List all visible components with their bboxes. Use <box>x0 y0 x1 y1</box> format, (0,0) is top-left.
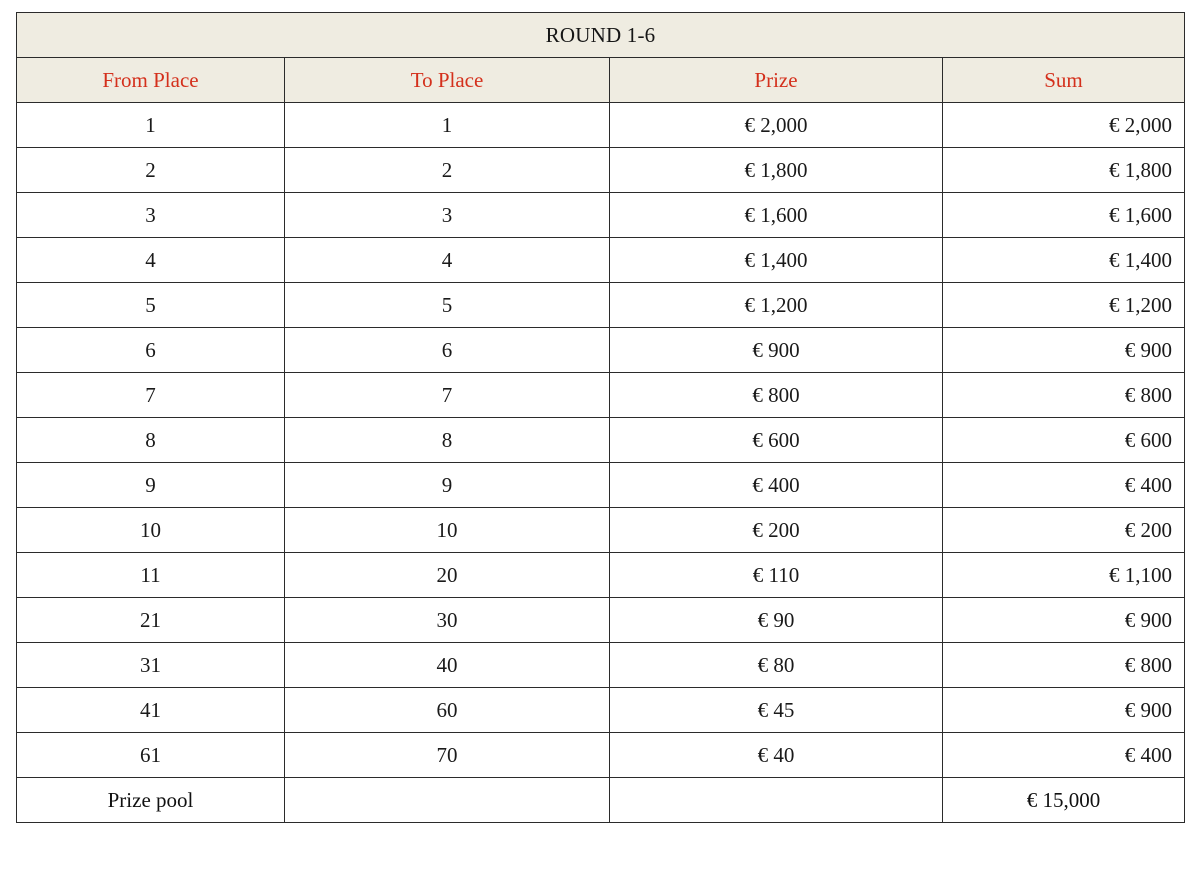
table-row <box>17 103 1185 148</box>
cell-from-place: 3 <box>17 193 285 238</box>
cell-to-place: 70 <box>285 733 610 778</box>
cell-from-place: 6 <box>17 328 285 373</box>
table-row <box>17 508 1185 553</box>
cell-prize: € 400 <box>610 463 943 508</box>
table-row <box>17 688 1185 733</box>
cell-to-place: 5 <box>285 283 610 328</box>
cell-to-place: 20 <box>285 553 610 598</box>
cell-to-place: 6 <box>285 328 610 373</box>
prize-pool-blank-prize <box>610 778 943 823</box>
table-row <box>17 598 1185 643</box>
cell-from-place: 10 <box>17 508 285 553</box>
table-title: ROUND 1-6 <box>17 13 1185 58</box>
cell-sum: € 800 <box>943 373 1185 418</box>
table-row <box>17 328 1185 373</box>
cell-sum: € 2,000 <box>943 103 1185 148</box>
column-header-sum: Sum <box>943 58 1185 103</box>
prize-distribution-table <box>16 12 1185 823</box>
cell-from-place: 11 <box>17 553 285 598</box>
table-row <box>17 193 1185 238</box>
table-body <box>17 13 1185 823</box>
cell-sum: € 600 <box>943 418 1185 463</box>
table-title-row <box>17 13 1185 58</box>
cell-to-place: 40 <box>285 643 610 688</box>
cell-sum: € 200 <box>943 508 1185 553</box>
table-footer-row <box>17 778 1185 823</box>
cell-sum: € 1,800 <box>943 148 1185 193</box>
table-row <box>17 238 1185 283</box>
cell-to-place: 2 <box>285 148 610 193</box>
cell-from-place: 5 <box>17 283 285 328</box>
cell-to-place: 9 <box>285 463 610 508</box>
cell-sum: € 900 <box>943 328 1185 373</box>
cell-sum: € 400 <box>943 733 1185 778</box>
prize-pool-total: € 15,000 <box>943 778 1185 823</box>
cell-from-place: 8 <box>17 418 285 463</box>
table-row <box>17 148 1185 193</box>
cell-sum: € 400 <box>943 463 1185 508</box>
table-row <box>17 553 1185 598</box>
table-row <box>17 418 1185 463</box>
table-header-row <box>17 58 1185 103</box>
cell-sum: € 1,600 <box>943 193 1185 238</box>
cell-from-place: 61 <box>17 733 285 778</box>
cell-prize: € 1,400 <box>610 238 943 283</box>
cell-prize: € 1,200 <box>610 283 943 328</box>
cell-to-place: 3 <box>285 193 610 238</box>
prize-pool-blank-to <box>285 778 610 823</box>
cell-from-place: 31 <box>17 643 285 688</box>
cell-sum: € 1,100 <box>943 553 1185 598</box>
table-row <box>17 733 1185 778</box>
table-row <box>17 283 1185 328</box>
cell-from-place: 9 <box>17 463 285 508</box>
cell-prize: € 2,000 <box>610 103 943 148</box>
cell-to-place: 4 <box>285 238 610 283</box>
cell-prize: € 200 <box>610 508 943 553</box>
cell-sum: € 1,200 <box>943 283 1185 328</box>
cell-prize: € 45 <box>610 688 943 733</box>
cell-prize: € 900 <box>610 328 943 373</box>
cell-prize: € 80 <box>610 643 943 688</box>
prize-pool-label: Prize pool <box>17 778 285 823</box>
cell-to-place: 7 <box>285 373 610 418</box>
table-row <box>17 463 1185 508</box>
cell-prize: € 1,800 <box>610 148 943 193</box>
table-row <box>17 643 1185 688</box>
table-row <box>17 373 1185 418</box>
cell-from-place: 41 <box>17 688 285 733</box>
cell-from-place: 4 <box>17 238 285 283</box>
cell-prize: € 110 <box>610 553 943 598</box>
cell-sum: € 800 <box>943 643 1185 688</box>
cell-prize: € 800 <box>610 373 943 418</box>
cell-to-place: 1 <box>285 103 610 148</box>
cell-from-place: 2 <box>17 148 285 193</box>
cell-sum: € 900 <box>943 688 1185 733</box>
cell-to-place: 60 <box>285 688 610 733</box>
column-header-prize: Prize <box>610 58 943 103</box>
cell-to-place: 10 <box>285 508 610 553</box>
cell-from-place: 1 <box>17 103 285 148</box>
cell-to-place: 30 <box>285 598 610 643</box>
column-header-to-place: To Place <box>285 58 610 103</box>
cell-prize: € 600 <box>610 418 943 463</box>
column-header-from-place: From Place <box>17 58 285 103</box>
cell-prize: € 1,600 <box>610 193 943 238</box>
cell-from-place: 7 <box>17 373 285 418</box>
cell-from-place: 21 <box>17 598 285 643</box>
cell-sum: € 900 <box>943 598 1185 643</box>
cell-to-place: 8 <box>285 418 610 463</box>
cell-prize: € 40 <box>610 733 943 778</box>
cell-prize: € 90 <box>610 598 943 643</box>
cell-sum: € 1,400 <box>943 238 1185 283</box>
